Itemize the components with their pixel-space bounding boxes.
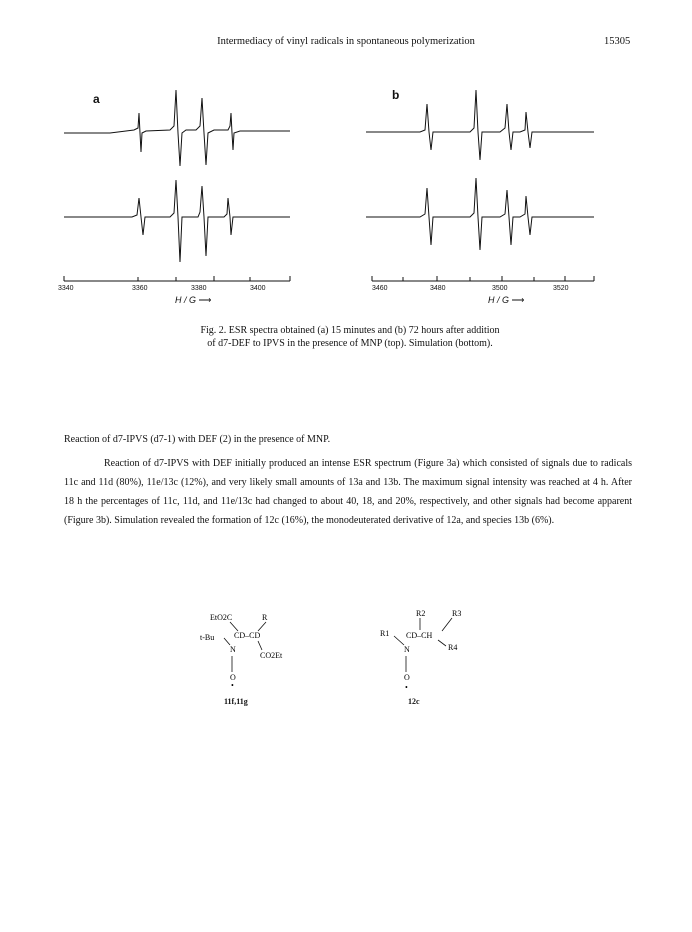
tick-label-a-3360: 3360 <box>132 285 148 292</box>
atom-cd-ch: CD–CH <box>406 631 433 640</box>
page-number: 15305 <box>604 36 631 47</box>
body-paragraph <box>64 454 632 530</box>
caption-line-1: Fig. 2. ESR spectra obtained (a) 15 minutes and (b) 72 hours after addition <box>200 325 500 336</box>
radical-dot: • <box>405 683 408 692</box>
structure-12c <box>380 600 490 710</box>
atom-o: O <box>404 673 410 682</box>
running-header: Intermediacy of vinyl radicals in spontaneous polymerization <box>217 36 475 47</box>
spectrum-b-simulation <box>366 178 594 250</box>
spectrum-b-experimental <box>366 90 594 160</box>
atom-r1: R1 <box>380 629 390 638</box>
atom-cd-cd: CD–CD <box>234 631 261 640</box>
figure-caption <box>150 324 550 350</box>
atom-r: R <box>262 613 268 622</box>
panel-label-a: a <box>93 92 100 106</box>
tick-label-a-3400: 3400 <box>250 285 266 292</box>
atom-r4: R4 <box>448 643 458 652</box>
structure-label-11f-11g: 11f,11g <box>224 697 248 706</box>
structure-label-12c: 12c <box>408 697 420 706</box>
atom-o: O <box>230 673 236 682</box>
tick-label-b-3500: 3500 <box>492 285 508 292</box>
atom-etoc: EtO2C <box>210 613 233 622</box>
paragraph-text: Reaction of d7-IPVS with DEF initially produced an intense ESR spectrum (Figure 3a) which consisted of signals due to radicals 11c and 11d (80%), 11e/13c (12%), and very likely small amounts of 13a and 13b. The maximum signal intensity was reached at 4 h. After 18 h the percentages of 11c, 11d, and 11e/13c had changed to about 40, 18, and 20%, respectively, and other signals had become apparent (Figure 3b). Simulation revealed the formation of 12c (16%), the monodeuterated derivative of 12a, and species 13b (6%). <box>64 458 632 526</box>
tick-label-b-3480: 3480 <box>430 285 446 292</box>
caption-line-2: of d7-DEF to IPVS in the presence of MNP (top). Simulation (bottom). <box>207 338 493 349</box>
tick-label-b-3520: 3520 <box>553 285 569 292</box>
structure-11f-11g <box>200 600 320 710</box>
tick-label-a-3340: 3340 <box>58 285 74 292</box>
tick-label-a-3380: 3380 <box>191 285 207 292</box>
esr-spectra-panel-b <box>0 0 692 320</box>
atom-r2: R2 <box>416 609 426 618</box>
atom-n: N <box>230 645 236 654</box>
radical-dot: • <box>231 681 234 690</box>
tick-label-b-3460: 3460 <box>372 285 388 292</box>
atom-n: N <box>404 645 410 654</box>
xlabel-a: H / G ⟶ <box>175 295 212 305</box>
atom-r3: R3 <box>452 609 462 618</box>
section-title: Reaction of d7-IPVS (d7-1) with DEF (2) in the presence of MNP. <box>64 434 331 445</box>
xlabel-b: H / G ⟶ <box>488 295 525 305</box>
x-axis-b <box>372 276 594 281</box>
atom-co2et: CO2Et <box>260 651 283 660</box>
atom-tbu: t-Bu <box>200 633 215 642</box>
panel-label-b: b <box>392 88 400 102</box>
